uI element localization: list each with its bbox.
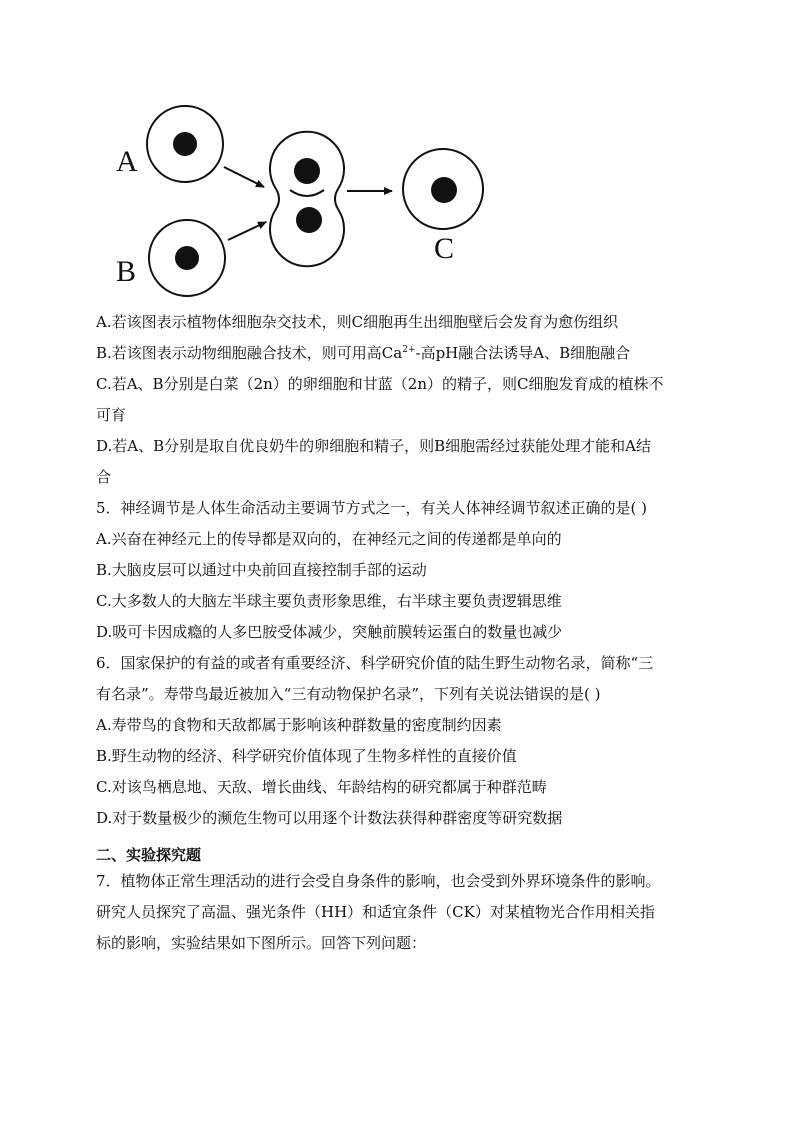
q4-option-b [96,343,630,366]
q4-option-c-line1: C.若A、B分别是白菜（2n）的卵细胞和甘蓝（2n）的精子，则C细胞发育成的植株不 [96,375,664,393]
q6-stem-line2: 有名录”。寿带鸟最近被加入“三有动物保护名录”，下列有关说法错误的是( ) [96,685,601,703]
q4-option-b-pre: B.若该图表示动物细胞融合技术，则可用高Ca [96,344,403,362]
label-c: C [434,232,455,265]
q5-stem: 5．神经调节是人体生命活动主要调节方式之一，有关人体神经调节叙述正确的是( ) [96,499,648,517]
q5-option-a: A.兴奋在神经元上的传导都是双向的，在神经元之间的传递都是单向的 [96,530,562,548]
q6-stem-line1: 6．国家保护的有益的或者有重要经济、科学研究价值的陆生野生动物名录，简称“三 [96,654,654,672]
arrow-a-to-fusion [224,167,264,187]
cell-fusion-diagram [100,95,500,305]
q6-option-d: D.对于数量极少的濒危生物可以用逐个计数法获得种群密度等研究数据 [96,809,563,827]
cell-a-nucleus [173,132,197,156]
q6-option-b: B.野生动物的经济、科学研究价值体现了生物多样性的直接价值 [96,747,517,765]
label-b: B [116,255,137,288]
q4-option-d-line1: D.若A、B分别是取自优良奶牛的卵细胞和精子，则B细胞需经过获能处理才能和A结 [96,437,651,455]
q7-line1: 7．植物体正常生理活动的进行会受自身条件的影响，也会受到外界环境条件的影响。 [96,872,661,890]
section-heading-experiment: 二、实验探究题 [96,846,202,864]
q7-line2: 研究人员探究了高温、强光条件（HH）和适宜条件（CK）对某植物光合作用相关指 [96,903,655,921]
q4-option-d-line2: 合 [96,468,112,486]
arrow-b-to-fusion [228,222,266,240]
label-a: A [116,145,138,178]
cell-c-nucleus [431,177,457,203]
q5-option-d: D.吸可卡因成瘾的人多巴胺受体减少，突触前膜转运蛋白的数量也减少 [96,623,563,641]
fusing-cell [270,132,344,266]
q7-line3: 标的影响，实验结果如下图所示。回答下列问题： [96,934,427,952]
q4-option-c-line2: 可育 [96,406,127,424]
cell-a [147,106,223,182]
q4-option-a: A.若该图表示植物体细胞杂交技术，则C细胞再生出细胞壁后会发育为愈伤组织 [96,313,619,331]
cell-b-nucleus [175,246,199,270]
fusing-cell-nucleus-top [294,158,320,184]
cell-b [149,220,225,296]
q4-option-b-post: -高pH融合法诱导A、B细胞融合 [415,344,631,362]
q5-option-b: B.大脑皮层可以通过中央前回直接控制手部的运动 [96,561,427,579]
q6-option-a: A.寿带鸟的食物和天敌都属于影响该种群数量的密度制约因素 [96,716,502,734]
cell-c [403,149,483,229]
fusing-membrane [290,190,324,196]
q6-option-c: C.对该鸟栖息地、天敌、增长曲线、年龄结构的研究都属于种群范畴 [96,778,547,796]
fusing-cell-nucleus-bottom [296,207,322,233]
q5-option-c: C.大多数人的大脑左半球主要负责形象思维，右半球主要负责逻辑思维 [96,592,562,610]
q4-option-b-superscript: 2+ [402,345,416,355]
